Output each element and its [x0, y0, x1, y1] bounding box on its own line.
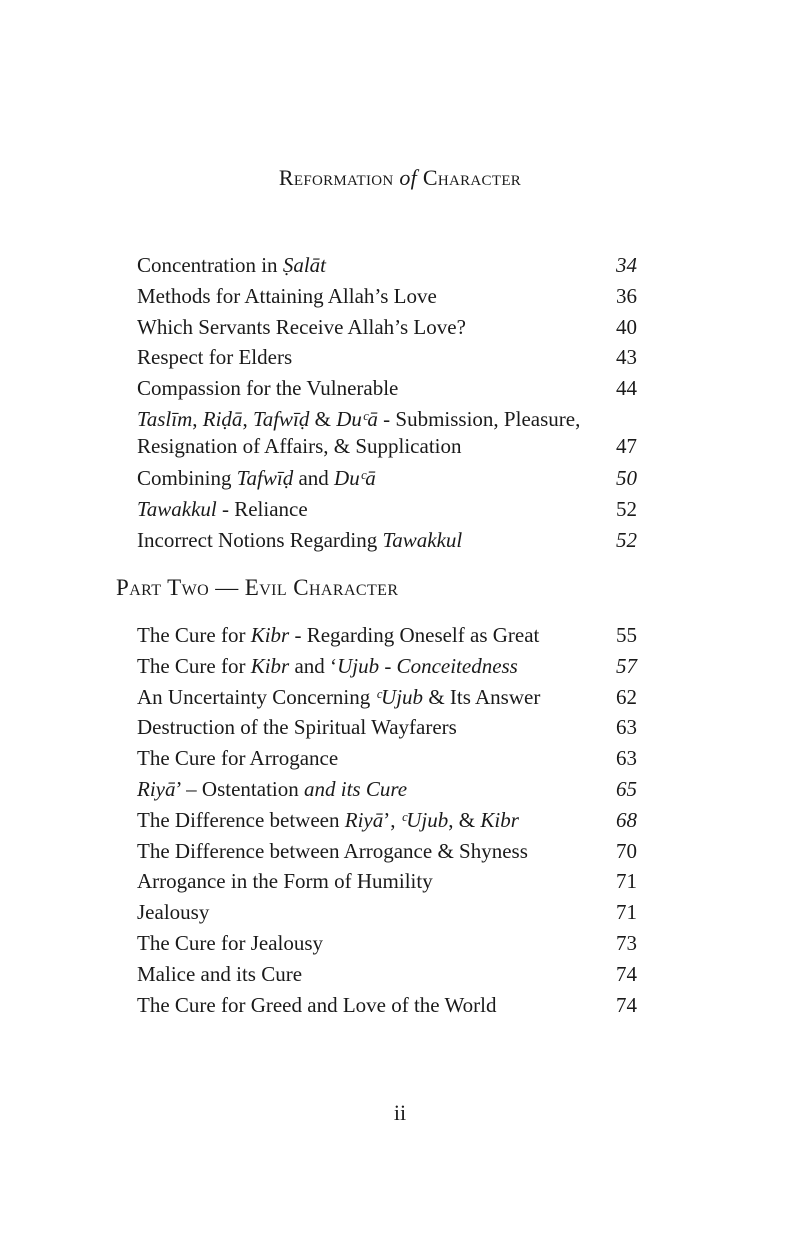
toc-entry-title [137, 281, 437, 312]
toc-title-italic: Taslīm [137, 406, 193, 431]
toc-title-text: , [192, 406, 203, 431]
toc-entry[interactable] [137, 494, 637, 525]
toc-entry-title [137, 743, 338, 774]
toc-title-italic: and its Cure [304, 776, 408, 801]
toc-title-text: The Difference between Arrogance & Shyness [137, 838, 528, 863]
toc-entry[interactable] [137, 250, 637, 281]
toc-entry[interactable] [137, 836, 637, 867]
toc-entry-title [137, 959, 302, 990]
toc-entry-title [137, 525, 462, 556]
toc-entry-page: 52 [616, 496, 637, 521]
toc-title-text: & [309, 406, 337, 431]
toc-title-text: Destruction of the Spiritual Wayfarers [137, 715, 457, 740]
toc-title-text: - Regarding Oneself as Great [289, 623, 540, 647]
running-head-pre: Reformation [278, 165, 400, 190]
toc-entry-page: 73 [616, 930, 637, 955]
toc-title-text: Respect for Elders [137, 345, 293, 370]
toc-entry-title [137, 651, 518, 682]
toc-part-one [137, 250, 637, 555]
toc-title-text: Compassion for the Vulnerable [137, 376, 399, 401]
toc-title-text: The Difference between [137, 807, 345, 832]
toc-entry[interactable] [137, 463, 637, 494]
toc-title-text: - Reliance [216, 496, 308, 521]
toc-entry-page: 50 [616, 465, 637, 490]
toc-entry[interactable] [137, 959, 637, 990]
toc-title-text: and ‘ [289, 653, 338, 678]
toc-entry-page: 43 [616, 345, 637, 370]
toc-title-text: Incorrect Notions Regarding [137, 527, 383, 552]
toc-entry-title [137, 250, 326, 281]
toc-entry-title [137, 342, 292, 373]
toc-entry-title [137, 774, 407, 805]
running-head [0, 165, 800, 191]
toc-entry-title [137, 406, 608, 461]
toc-title-text: Concentration in [137, 253, 283, 277]
toc-title-text: , & [448, 807, 481, 832]
toc-entry[interactable] [137, 712, 637, 743]
toc-entry-page: 40 [616, 314, 637, 339]
toc-entry-title [137, 312, 466, 343]
toc-entry[interactable] [137, 651, 637, 682]
toc-title-text: , [242, 406, 253, 431]
toc-entry-page: 68 [616, 807, 637, 832]
toc-title-italic: Ṣalāt [282, 253, 326, 277]
toc-title-text: Which Servants Receive Allah’s Love? [137, 314, 466, 339]
toc-entry-title [137, 463, 376, 494]
toc-entry-page: 63 [616, 715, 637, 740]
toc-title-italic: Kibr [250, 653, 290, 678]
toc-title-text: and [293, 465, 335, 490]
toc-entry-page: 74 [616, 961, 637, 986]
part-two-heading: Part Two — Evil Character [116, 575, 399, 600]
toc-entry-title [137, 373, 398, 404]
toc-title-text: Methods for Attaining Allah’s Love [137, 283, 437, 308]
toc-title-text: - Submission, Pleasure, Resignation of Affairs, & Supplication [137, 406, 581, 459]
toc-title-italic: Riyā [137, 776, 176, 801]
toc-title-italic: Tawakkul [137, 496, 217, 521]
running-head-of: of [399, 165, 418, 190]
toc-title-text: The Cure for Jealousy [137, 930, 324, 955]
toc-entry-title [137, 990, 496, 1021]
toc-title-text: The Cure for [137, 653, 251, 678]
toc-entry[interactable] [137, 928, 637, 959]
toc-entry[interactable] [137, 866, 637, 897]
toc-entry-title [137, 712, 457, 743]
toc-entry[interactable] [137, 743, 637, 774]
toc-entry[interactable] [137, 897, 637, 928]
toc-title-italic: Tafwīḍ [252, 406, 310, 431]
toc-title-italic: Riḍā [202, 406, 243, 431]
toc-title-italic: Duᶜā [334, 465, 376, 490]
toc-entry-title [137, 897, 209, 928]
toc-entry-title [137, 494, 308, 525]
toc-entry-title [137, 928, 323, 959]
toc-part-two [137, 620, 637, 1020]
toc-title-text: The Cure for Greed and Love of the World [137, 992, 497, 1017]
toc-title-italic: Tafwīḍ [236, 465, 294, 490]
toc-entry-title [137, 682, 540, 713]
toc-entry-page: 65 [616, 776, 637, 801]
toc-title-italic: ᶜUjub [400, 807, 449, 832]
toc-title-text: & Its Answer [423, 684, 541, 709]
toc-title-text: Arrogance in the Form of Humility [137, 869, 433, 894]
toc-entry-page: 34 [616, 253, 637, 277]
toc-entry-page: 57 [616, 653, 637, 678]
toc-entry[interactable] [137, 406, 637, 461]
toc-entry-page: 63 [616, 746, 637, 771]
toc-entry-page: 71 [616, 869, 637, 894]
toc-entry-page: 36 [616, 283, 637, 308]
toc-entry[interactable] [137, 805, 637, 836]
toc-title-italic: Riyā [344, 807, 384, 832]
toc-title-italic: Duᶜā [336, 406, 378, 431]
toc-entry[interactable] [137, 312, 637, 343]
toc-entry-page: 52 [616, 527, 637, 552]
toc-title-italic: ᶜUjub [375, 684, 424, 709]
toc-title-text: ’, [383, 807, 401, 832]
toc-entry-page: 62 [616, 684, 637, 709]
toc-entry-page: 44 [616, 376, 637, 401]
toc-title-text: The Cure for [137, 623, 251, 647]
toc-title-italic: Kibr [250, 623, 290, 647]
toc-entry[interactable] [137, 281, 637, 312]
toc-entry-page: 74 [616, 992, 637, 1017]
toc-title-text: An Uncertainty Concerning [137, 684, 376, 709]
page-number: ii [393, 1100, 407, 1125]
toc-entry-title [137, 866, 433, 897]
toc-entry-page: 71 [616, 900, 637, 925]
toc-title-text: Jealousy [137, 900, 210, 925]
toc-entry[interactable] [137, 342, 637, 373]
toc-title-text: The Cure for Arrogance [137, 746, 339, 771]
running-head-post: Character [417, 165, 522, 190]
toc-entry[interactable] [137, 682, 637, 713]
toc-title-text: ’ – Ostentation [175, 776, 304, 801]
toc-entry-page: 70 [616, 838, 637, 863]
toc-entry[interactable] [137, 774, 637, 805]
toc-entry-page: 47 [616, 434, 637, 459]
toc-title-text: Malice and its Cure [137, 961, 303, 986]
toc-title-text: Combining [137, 465, 237, 490]
toc-entry-page: 55 [616, 623, 637, 647]
toc-entry[interactable] [137, 990, 637, 1021]
toc-title-italic: Kibr [480, 807, 519, 832]
toc-entry[interactable] [137, 620, 637, 651]
toc-title-italic: Tawakkul [382, 527, 463, 552]
toc-entry[interactable] [137, 373, 637, 404]
toc-entry[interactable] [137, 525, 637, 556]
toc-entry-title [137, 836, 528, 867]
toc-entry-title [137, 620, 539, 651]
toc-title-italic: Ujub - Conceitedness [337, 653, 518, 678]
toc-entry-title [137, 805, 519, 836]
